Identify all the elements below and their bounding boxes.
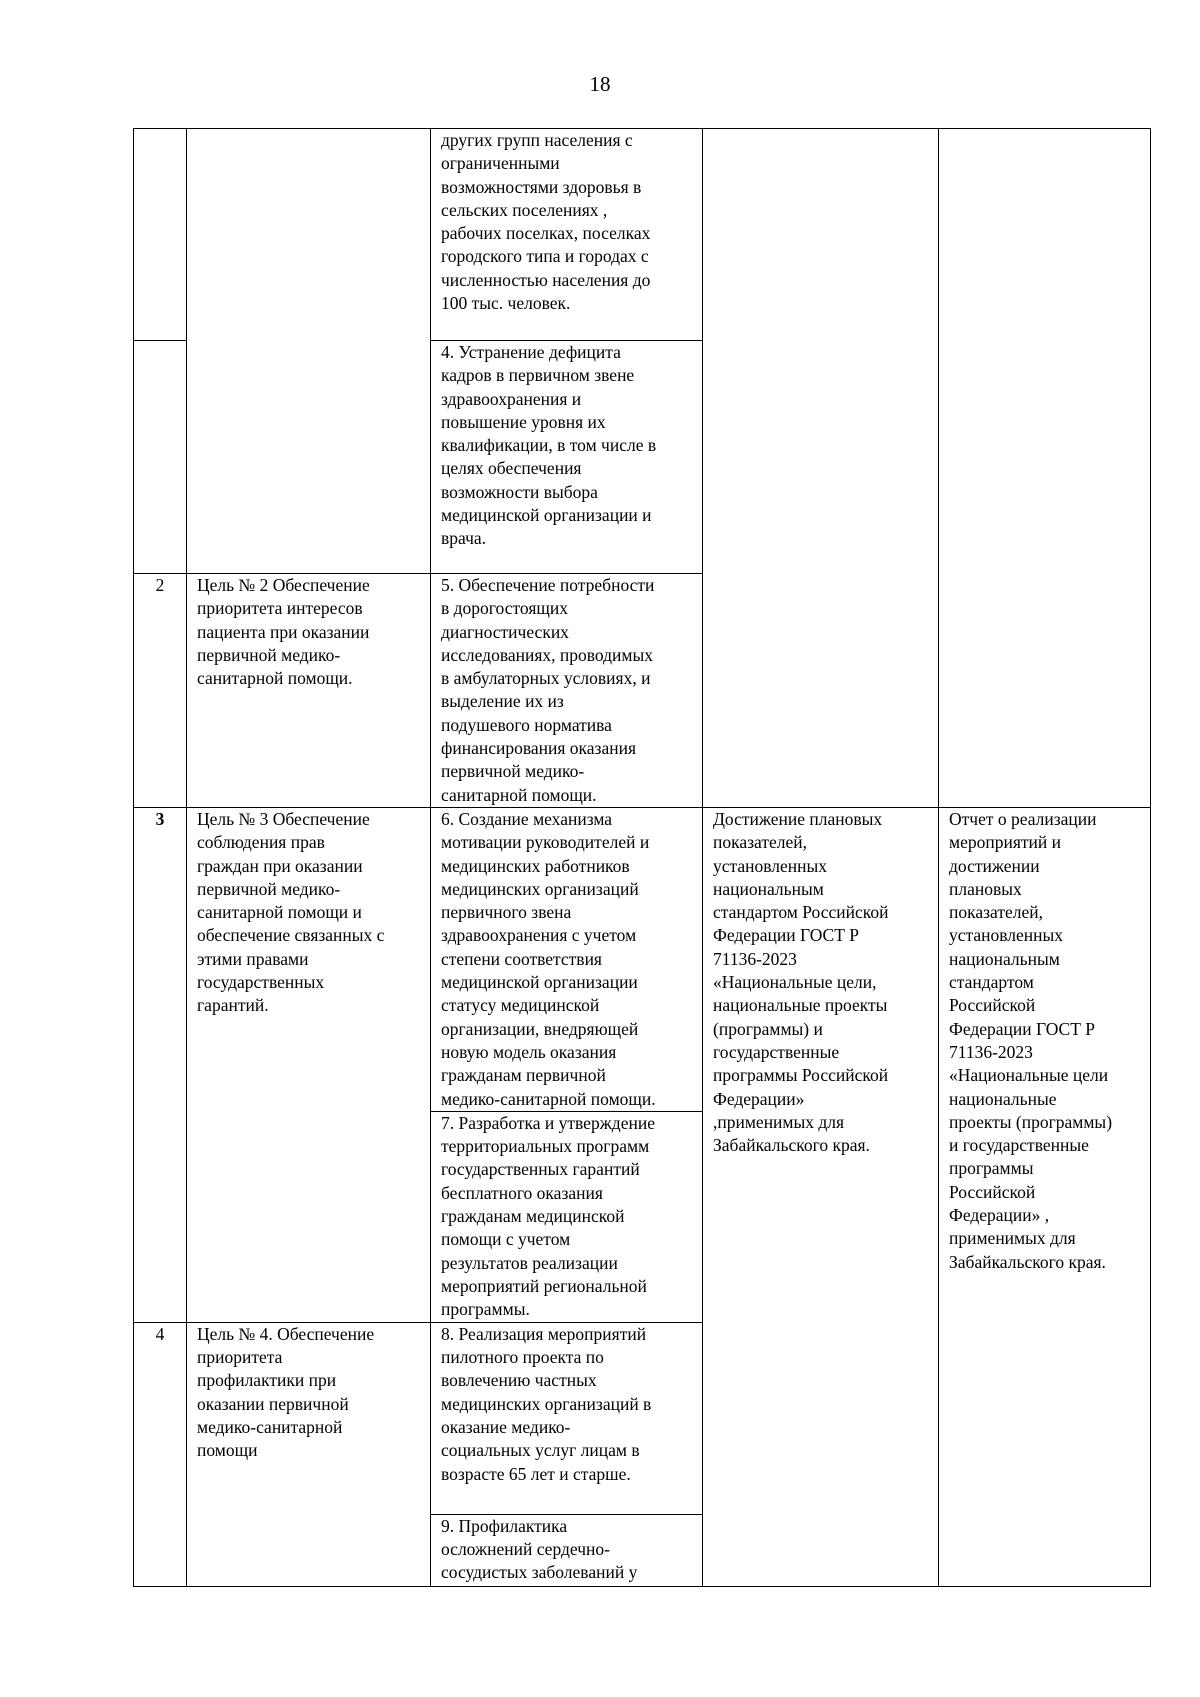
text-line: приоритета интересов: [197, 598, 363, 619]
text-line: вовлечению частных: [441, 1370, 597, 1391]
text-line: плановых: [949, 878, 1022, 899]
text-line: граждан при оказании: [197, 855, 363, 876]
text-line: «Национальные цели: [949, 1065, 1109, 1086]
text-line: здравоохранения с учетом: [441, 925, 637, 946]
text-line: Достижение плановых: [713, 809, 883, 829]
text-line: пилотного проекта по: [441, 1347, 604, 1368]
goals-table: [133, 128, 1151, 1587]
text-line: 7. Разработка и утверждение: [441, 1112, 655, 1133]
text-line: медицинской организации и: [441, 505, 652, 526]
text-line: мотивации руководителей и: [441, 832, 650, 853]
text-line: Российской: [949, 995, 1036, 1016]
text-line: 4. Устранение дефицита: [441, 342, 621, 362]
table-row: [134, 808, 1151, 1112]
text-line: возможности выбора: [441, 481, 598, 502]
page-number: 18: [589, 72, 611, 96]
text-line: 8. Реализация мероприятий: [441, 1323, 647, 1344]
text-line: достижении: [949, 855, 1040, 876]
text-line: гарантий.: [197, 995, 269, 1016]
text-line: ограниченными: [441, 153, 560, 174]
text-line: выделение их из: [441, 691, 564, 712]
task-cell-9: [431, 1514, 703, 1586]
text-line: сельских поселениях ,: [441, 199, 608, 220]
goal-2-number: 2: [155, 575, 165, 595]
report-cell: [939, 129, 1151, 808]
text-line: санитарной помощи.: [441, 784, 597, 805]
text-line: врача.: [441, 528, 487, 549]
text-line: возрасте 65 лет и старше.: [441, 1463, 631, 1484]
text-line: гражданам первичной: [441, 1065, 606, 1086]
goal-3-cell: [187, 808, 431, 1323]
text-line: стандартом: [949, 972, 1034, 993]
text-line: медицинских организаций: [441, 878, 639, 899]
task-cell-7: [431, 1111, 703, 1322]
text-line: профилактики при: [197, 1370, 337, 1391]
row-number-cell: [134, 1322, 187, 1586]
text-line: ,применимых для: [713, 1111, 845, 1132]
text-line: Федерации ГОСТ Р: [949, 1018, 1096, 1039]
text-line: социальных услуг лицам в: [441, 1440, 640, 1461]
text-line: 71136-2023: [949, 1041, 1033, 1062]
text-line: квалификации, в том числе в: [441, 435, 657, 456]
text-line: 100 тыс. человек.: [441, 293, 571, 314]
text-line: применимых для: [949, 1228, 1076, 1249]
text-line: первичной медико-: [197, 878, 341, 899]
text-line: Отчет о реализации: [949, 809, 1097, 829]
text-line: статусу медицинской: [441, 995, 600, 1016]
text-line: кадров в первичном звене: [441, 365, 635, 386]
text-line: территориальных программ: [441, 1136, 650, 1157]
text-line: городского типа и городах с: [441, 246, 649, 267]
row-number-cell: [134, 129, 187, 341]
text-line: рабочих поселках, поселках: [441, 223, 651, 244]
text-line: в дорогостоящих: [441, 598, 568, 619]
text-line: целях обеспечения: [441, 458, 582, 479]
row-number-cell: [134, 808, 187, 1323]
text-line: оказании первичной: [197, 1393, 349, 1414]
text-line: показателей,: [713, 832, 808, 853]
text-line: оказание медико-: [441, 1417, 571, 1438]
text-line: повышение уровня их: [441, 411, 606, 432]
text-line: финансирования оказания: [441, 738, 637, 759]
text-line: установленных: [949, 925, 1064, 946]
text-line: новую модель оказания: [441, 1041, 617, 1062]
text-line: 6. Создание механизма: [441, 809, 613, 829]
text-line: мероприятий и: [949, 832, 1061, 853]
text-line: санитарной помощи и: [197, 902, 362, 923]
text-line: Цель № 4. Обеспечение: [197, 1323, 375, 1344]
text-line: стандартом Российской: [713, 902, 889, 923]
text-line: результатов реализации: [441, 1252, 618, 1273]
text-line: и государственные: [949, 1135, 1089, 1156]
text-line: медицинских работников: [441, 855, 630, 876]
result-cell: [703, 129, 939, 808]
text-line: (программы) и: [713, 1018, 823, 1039]
task-cell-4: [431, 341, 703, 574]
text-line: организации, внедряющей: [441, 1018, 639, 1039]
text-line: возможностями здоровья в: [441, 176, 642, 197]
text-line: подушевого норматива: [441, 714, 612, 735]
text-line: первичной медико-: [197, 644, 341, 665]
text-line: 71136-2023: [713, 948, 797, 969]
text-line: медицинских организаций в: [441, 1393, 652, 1414]
text-line: мероприятий региональной: [441, 1275, 647, 1296]
text-line: здравоохранения и: [441, 388, 582, 409]
goal-cell: [187, 129, 431, 574]
text-line: Федерации»: [713, 1088, 805, 1109]
task-cell-5: [431, 574, 703, 808]
text-line: других групп населения с: [441, 130, 633, 150]
goal-4-number: 4: [155, 1323, 165, 1344]
text-line: приоритета: [197, 1347, 283, 1368]
text-line: программы.: [441, 1299, 530, 1320]
text-line: государственные: [713, 1041, 840, 1062]
text-line: показателей,: [949, 902, 1044, 923]
text-line: первичного звена: [441, 902, 572, 923]
text-line: помощи: [197, 1440, 258, 1461]
goal-2-cell: [187, 574, 431, 808]
text-line: диагностических: [441, 621, 569, 642]
text-line: Забайкальского края.: [713, 1135, 870, 1156]
text-line: соблюдения прав: [197, 832, 325, 853]
text-line: программы: [949, 1158, 1034, 1179]
text-line: медицинской организации: [441, 972, 638, 993]
text-line: медико-санитарной: [197, 1417, 343, 1438]
text-line: осложнений сердечно-: [441, 1539, 610, 1560]
text-line: программы Российской: [713, 1065, 889, 1086]
goal-3-number: 3: [155, 809, 165, 829]
row-number-cell: [134, 341, 187, 574]
goal-4-cell: [187, 1322, 431, 1586]
text-line: медико-санитарной помощи.: [441, 1088, 656, 1109]
text-line: этими правами: [197, 948, 309, 969]
task-cell-8: [431, 1322, 703, 1514]
text-line: исследованиях, проводимых: [441, 644, 654, 665]
text-line: национальные: [949, 1088, 1057, 1109]
text-line: национальные проекты: [713, 995, 888, 1016]
text-line: Цель № 3 Обеспечение: [197, 809, 370, 829]
text-line: «Национальные цели,: [713, 972, 877, 993]
task-cell-continued: [431, 129, 703, 341]
text-line: Федерации» ,: [949, 1205, 1050, 1226]
row-number-cell: [134, 574, 187, 808]
text-line: государственных: [197, 972, 325, 993]
text-line: сосудистых заболеваний у: [441, 1562, 638, 1583]
report-cell-goal-3: [939, 808, 1151, 1587]
table-row: [134, 129, 1151, 341]
text-line: Российской: [949, 1181, 1036, 1202]
text-line: Федерации ГОСТ Р: [713, 925, 860, 946]
text-line: обеспечение связанных с: [197, 925, 385, 946]
text-line: государственных гарантий: [441, 1159, 640, 1180]
text-line: степени соответствия: [441, 948, 602, 969]
text-line: в амбулаторных условиях, и: [441, 668, 651, 689]
text-line: пациента при оказании: [197, 621, 370, 642]
text-line: гражданам медицинской: [441, 1206, 625, 1227]
result-cell-goal-3: [703, 808, 939, 1587]
text-line: бесплатного оказания: [441, 1182, 603, 1203]
text-line: проекты (программы): [949, 1111, 1113, 1132]
text-line: национальным: [949, 948, 1060, 969]
text-line: установленных: [713, 855, 828, 876]
text-line: Забайкальского края.: [949, 1251, 1106, 1272]
text-line: национальным: [713, 878, 824, 899]
task-cell-6: [431, 808, 703, 1112]
text-line: помощи с учетом: [441, 1229, 571, 1250]
text-line: 5. Обеспечение потребности: [441, 575, 655, 595]
text-line: численностью населения до: [441, 269, 651, 290]
text-line: 9. Профилактика: [441, 1515, 568, 1536]
text-line: санитарной помощи.: [197, 668, 353, 689]
text-line: первичной медико-: [441, 761, 585, 782]
text-line: Цель № 2 Обеспечение: [197, 575, 370, 595]
